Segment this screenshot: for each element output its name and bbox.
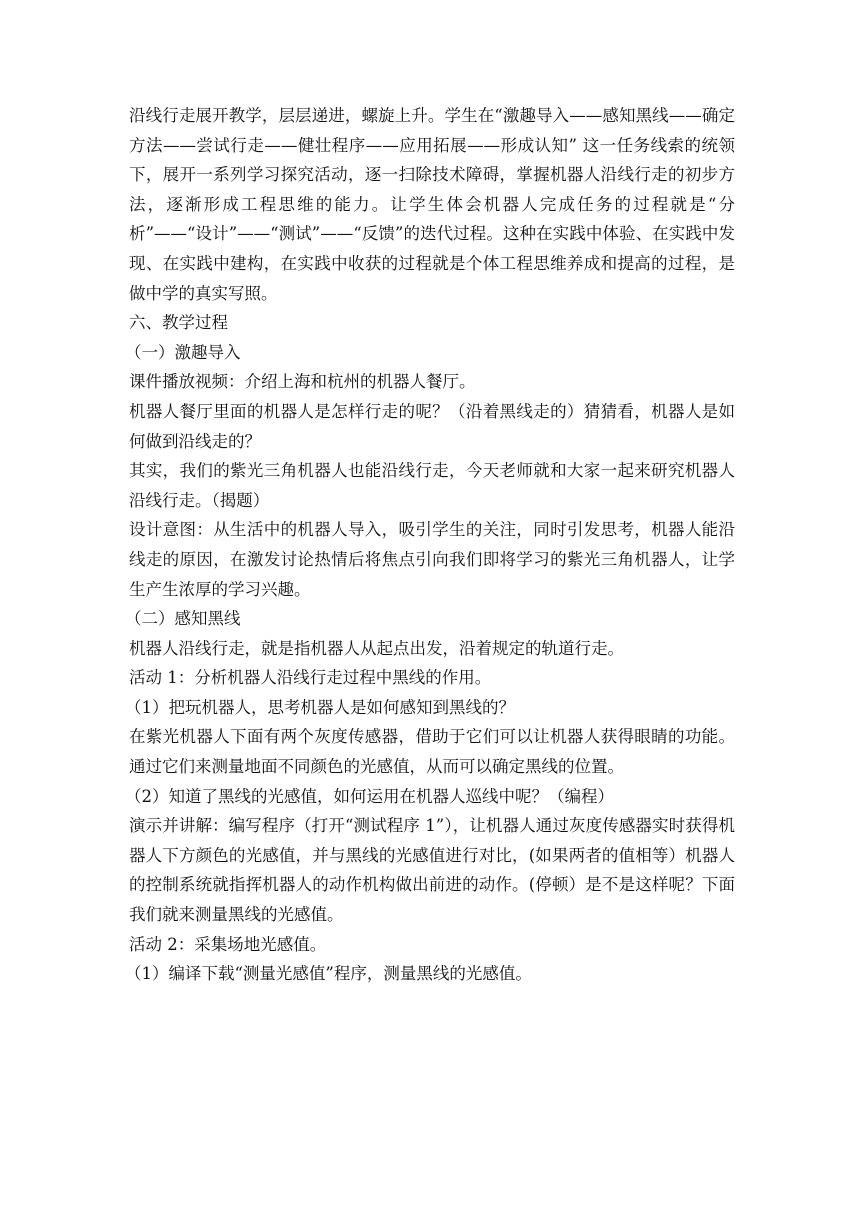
subheading-engaging-intro: （一）激趣导入 [125,342,241,362]
activity-2-title: 活动 2：采集场地光感值。 [129,934,327,954]
paragraph-robot-restaurant-question: 机器人餐厅里面的机器人是怎样行走的呢？（沿着黑线走的）猜猜看，机器人是如何做到沿线走的？ [129,401,735,451]
activity-2-step-1: （1）编译下载“测量光感值”程序，测量黑线的光感值。 [125,964,532,984]
activity-1-title: 活动 1：分析机器人沿线行走过程中黑线的作用。 [129,668,492,688]
activity-1-step-2: （2）知道了黑线的光感值，如何运用在机器人巡线中呢？（编程） [125,786,614,806]
paragraph-topic-reveal: 其实，我们的紫光三角机器人也能沿线行走，今天老师就和大家一起来研究机器人沿线行走。（揭题） [129,461,735,510]
paragraph-design-intent: 设计意图：从生活中的机器人导入，吸引学生的关注，同时引发思考，机器人能沿线走的原因，在激发讨论热情后将焦点引向我们即将学习的紫光三角机器人，让学生产生浓厚的学习兴趣。 [129,520,735,599]
paragraph-gray-sensors: 在紫光机器人下面有两个灰度传感器，借助于它们可以让机器人获得眼睛的功能。通过它们来测量地面不同颜色的光感值，从而可以确定黑线的位置。 [129,727,735,777]
activity-1-step-1: （1）把玩机器人，思考机器人是如何感知到黑线的？ [125,697,515,717]
subheading-perceive-black-line: （二）感知黑线 [125,609,241,629]
paragraph-line-following-definition: 机器人沿线行走，就是指机器人从起点出发，沿着规定的轨道行走。 [129,638,624,658]
document-body [125,101,735,989]
paragraph-demo-explanation: 演示并讲解：编写程序（打开“测试程序 1”），让机器人通过灰度传感器实时获得机器人下方颜色的光感值，并与黑线的光感值进行对比，(如果两者的值相等）机器人的控制系统就指挥机器人的动作机构做出前进的动作。(停顿）是不是这样呢？下面我们就来测量黑线的光感值。 [129,816,735,925]
intro-paragraph: 沿线行走展开教学，层层递进，螺旋上升。学生在“激趣导入——感知黑线——确定方法——尝试行走——健壮程序——应用拓展——形成认知” 这一任务线索的统领下，展开一系列学习探究活动，逐一扫除技术障碍，掌握机器人沿线行走的初步方法，逐渐形成工程思维的能力。让学生体会机器人完成任务的过程就是“分析”——“设计”——“测试”——“反馈”的迭代过程。这种在实践中体验、在实践中发现、在实践中建构，在实践中收获的过程就是个体工程思维养成和提高的过程，是做中学的真实写照。 [129,106,735,303]
paragraph-video: 课件播放视频：介绍上海和杭州的机器人餐厅。 [129,372,476,392]
section-heading-teaching-process: 六、教学过程 [129,313,228,333]
